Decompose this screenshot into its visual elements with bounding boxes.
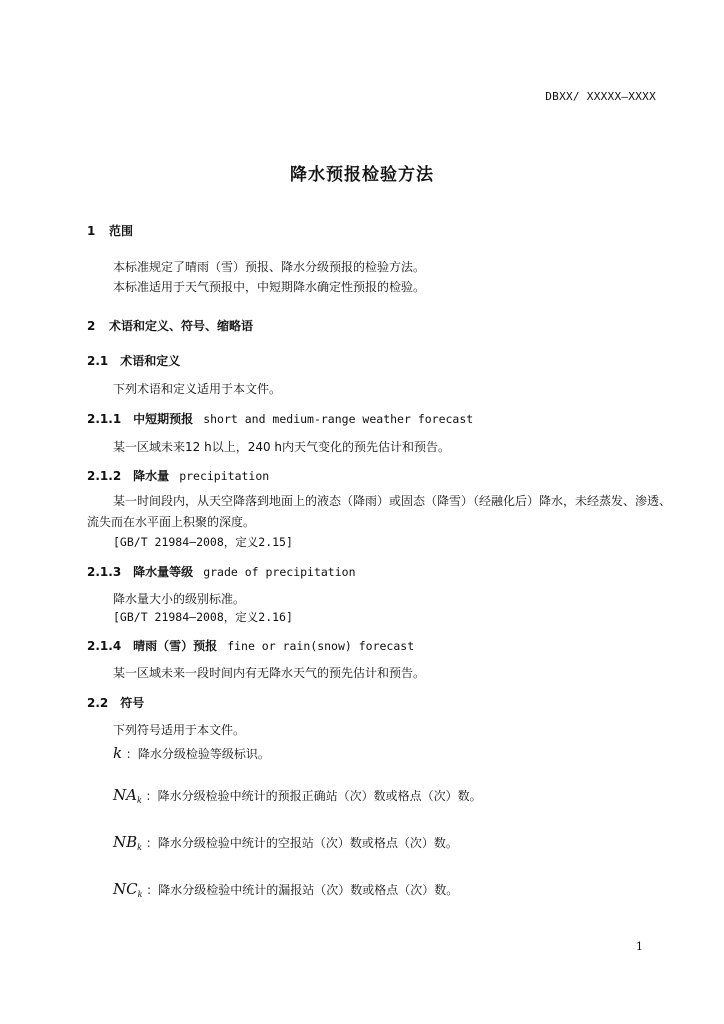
term-zh: 中短期预报: [133, 412, 194, 426]
term-en: fine or rain(snow) forecast: [227, 639, 415, 653]
terms-intro: 下列术语和定义适用于本文件。: [113, 382, 282, 396]
scope-paragraph-1: 本标准规定了晴雨（雪）预报、降水分级预报的检验方法。: [113, 260, 426, 274]
standard-code-header: DBXX/ XXXXX—XXXX: [545, 90, 656, 103]
subsection-number: 2.1: [87, 354, 109, 368]
term-zh: 降水量: [133, 469, 170, 483]
term-zh: 晴雨（雪）预报: [133, 639, 218, 653]
symbol-nc-k: [113, 880, 458, 898]
subsection-title: 符号: [120, 696, 145, 710]
term-2-1-3-definition: 降水量大小的级别标准。: [113, 592, 246, 606]
term-2-1-2-heading: [87, 467, 269, 484]
subsection-2-1-heading: [87, 352, 180, 369]
symbol-subscript: k: [137, 843, 143, 852]
section-number: 2: [87, 319, 96, 333]
page-number: 1: [636, 940, 643, 953]
term-2-1-2-definition: 某一时间段内，从天空降落到地面上的液态（降雨）或固态（降雪）（经融化后）降水，未经蒸发、渗透、流失而在水平面上积聚的深度。: [87, 494, 672, 529]
symbol-description: ：降水分级检验中统计的漏报站（次）数或格点（次）数。: [146, 883, 459, 897]
section-title: 术语和定义、符号、缩略语: [109, 319, 254, 333]
term-number: 2.1.3: [87, 565, 122, 579]
term-2-1-1-heading: [87, 410, 473, 427]
section-1-heading: [87, 222, 133, 239]
term-2-1-4-definition: 某一区域未来一段时间内有无降水天气的预先估计和预告。: [113, 666, 426, 680]
symbol-description: ：降水分级检验中统计的预报正确站（次）数或格点（次）数。: [145, 789, 482, 803]
symbol-variable: k: [113, 744, 123, 762]
symbol-variable: NC: [113, 880, 138, 898]
section-title: 范围: [109, 224, 134, 238]
term-2-1-2-reference: [GB/T 21984—2008，定义2.15]: [113, 535, 293, 549]
term-en: grade of precipitation: [203, 565, 356, 579]
symbol-subscript: k: [136, 796, 142, 805]
scope-paragraph-2: 本标准适用于天气预报中，中短期降水确定性预报的检验。: [113, 280, 426, 294]
term-2-1-3-heading: [87, 563, 356, 580]
term-2-1-1-definition: 某一区域未来12 h以上，240 h内天气变化的预先估计和预告。: [113, 440, 451, 454]
subsection-number: 2.2: [87, 696, 109, 710]
document-title: 降水预报检验方法: [290, 165, 434, 185]
term-en: short and medium-range weather forecast: [203, 412, 474, 426]
symbol-description: ：降水分级检验中统计的空报站（次）数或格点（次）数。: [145, 836, 458, 850]
term-number: 2.1.4: [87, 639, 122, 653]
symbol-variable: NB: [113, 833, 138, 851]
term-zh: 降水量等级: [133, 565, 194, 579]
symbol-nb-k: [113, 833, 458, 851]
term-2-1-4-heading: [87, 637, 414, 654]
symbol-variable: NA: [113, 786, 137, 804]
section-2-heading: [87, 317, 253, 334]
section-number: 1: [87, 224, 96, 238]
symbol-subscript: k: [137, 890, 143, 899]
symbol-k: [113, 744, 270, 762]
term-en: precipitation: [179, 469, 270, 483]
symbols-intro: 下列符号适用于本文件。: [113, 723, 246, 737]
symbol-description: ：降水分级检验等级标识。: [125, 747, 270, 761]
subsection-title: 术语和定义: [120, 354, 181, 368]
term-2-1-3-reference: [GB/T 21984—2008，定义2.16]: [113, 610, 293, 624]
subsection-2-2-heading: [87, 694, 144, 711]
term-number: 2.1.1: [87, 412, 122, 426]
symbol-na-k: [113, 786, 482, 804]
term-number: 2.1.2: [87, 469, 122, 483]
